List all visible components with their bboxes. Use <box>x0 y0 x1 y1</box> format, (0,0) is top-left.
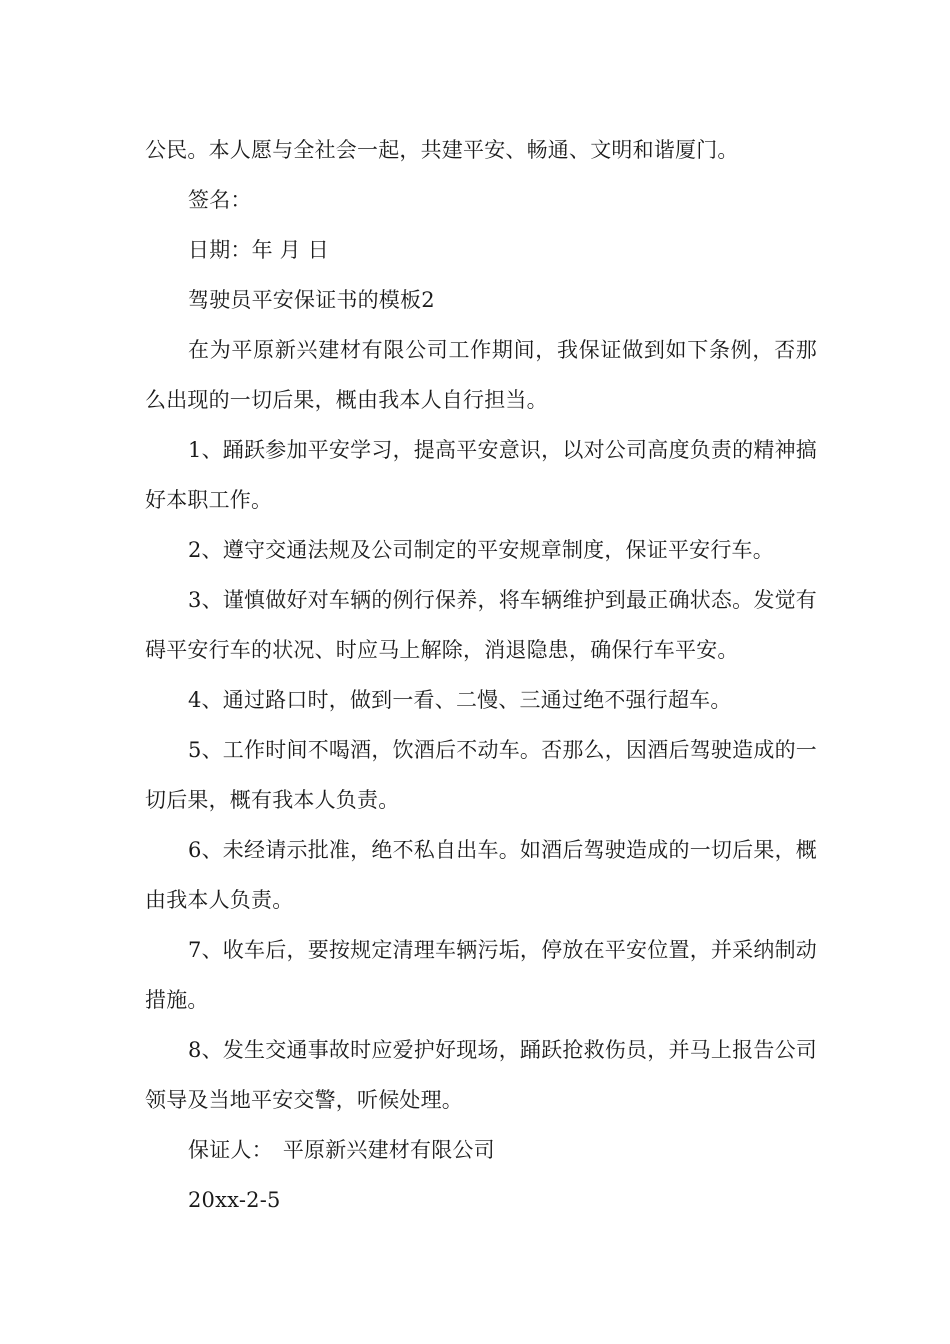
paragraph-closing-pledge: 公民。本人愿与全社会一起，共建平安、畅通、文明和谐厦门。 <box>145 138 739 162</box>
date-line: 日期：年 月 日 <box>188 238 329 262</box>
clause-2: 2、遵守交通法规及公司制定的平安规章制度，保证平安行车。 <box>188 538 774 562</box>
guarantor-line <box>145 1125 817 1175</box>
guarantor-company: 平原新兴建材有限公司 <box>282 1138 495 1162</box>
section-title: 驾驶员平安保证书的模板2 <box>188 288 435 312</box>
document-body <box>145 125 817 1225</box>
clause-4: 4、通过路口时，做到一看、二慢、三通过绝不强行超车。 <box>188 688 732 712</box>
paragraph-intro: 在为平原新兴建材有限公司工作期间，我保证做到如下条例，否那么出现的一切后果，概由我本人自行担当。 <box>145 338 817 412</box>
clause-1: 1、踊跃参加平安学习，提高平安意识，以对公司高度负责的精神搞好本职工作。 <box>145 438 817 512</box>
clause-3: 3、谨慎做好对车辆的例行保养，将车辆维护到最正确状态。发觉有碍平安行车的状况、时应马上解除，消退隐患，确保行车平安。 <box>145 588 817 662</box>
clause-6: 6、未经请示批准，绝不私自出车。如酒后驾驶造成的一切后果，概由我本人负责。 <box>145 838 817 912</box>
clause-7: 7、收车后，要按规定清理车辆污垢，停放在平安位置，并采纳制动措施。 <box>145 938 817 1012</box>
clause-8: 8、发生交通事故时应爱护好现场，踊跃抢救伤员，并马上报告公司领导及当地平安交警，听候处理。 <box>145 1038 817 1112</box>
clause-5: 5、工作时间不喝酒，饮酒后不动车。否那么，因酒后驾驶造成的一切后果，概有我本人负责。 <box>145 738 817 812</box>
guarantor-label: 保证人： <box>188 1138 273 1162</box>
signature-line: 签名： <box>188 188 252 212</box>
document-date: 20xx-2-5 <box>188 1188 281 1212</box>
